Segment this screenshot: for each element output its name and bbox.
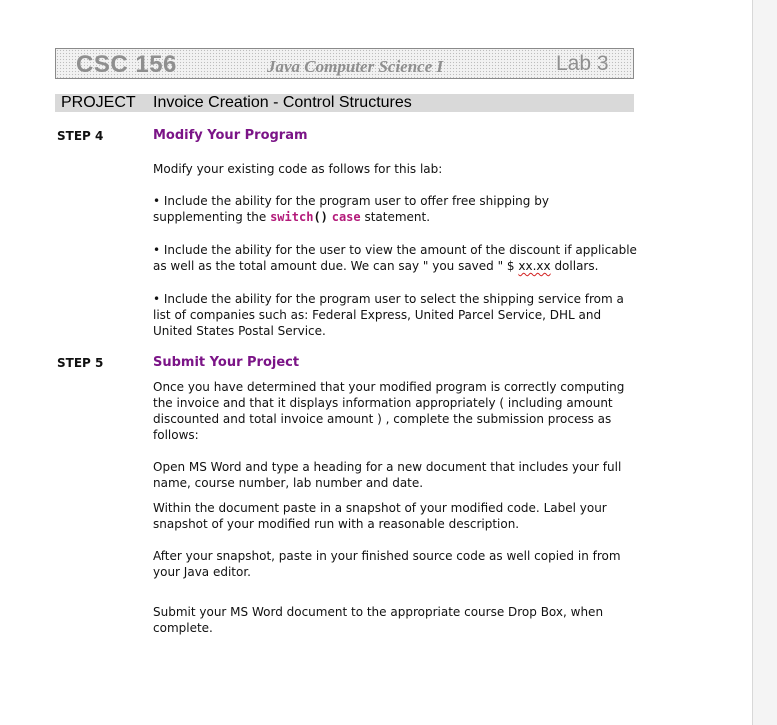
bullet-2-text-b: dollars. [550,259,599,273]
step-4-bullet-1 [153,193,638,225]
step-5-paragraph-4: After your snapshot, paste in your finished source code as well copied in from your Java editor. [153,549,621,579]
project-title: Invoice Creation - Control Structures [153,94,412,111]
switch-keyword: switch [270,210,314,224]
lab-number: Lab 3 [556,52,609,75]
project-label: PROJECT [61,94,136,111]
course-title: Java Computer Science I [267,57,444,76]
step-5-heading: Submit Your Project [153,355,300,370]
step-5-label: STEP 5 [57,356,104,370]
case-keyword: case [331,210,361,224]
parentheses-code: () [313,210,328,224]
course-code: CSC 156 [76,51,177,78]
step-4-label: STEP 4 [57,129,104,143]
step-5-paragraph-5: Submit your MS Word document to the appropriate course Drop Box, when complete. [153,605,604,635]
step-5-paragraph-2: Open MS Word and type a heading for a new document that includes your full name, course number, lab number and date. [153,460,622,490]
step-4-bullet-2 [153,242,638,274]
step-4-bullet-3: • Include the ability for the program user to select the shipping service from a list of companies such as: Federal Express, United Parcel Service, DHL and United States Postal Service. [153,292,624,338]
spellcheck-flagged-amount: xx.xx [518,259,551,273]
step-4-intro: Modify your existing code as follows for this lab: [153,162,443,176]
step-5-paragraph-3: Within the document paste in a snapshot of your modified code. Label your snapshot of your modified run with a reasonable description. [153,501,607,531]
step-4-heading: Modify Your Program [153,128,308,143]
step-5-paragraph-1: Once you have determined that your modified program is correctly computing the invoice and that it displays information appropriately ( including amount discounted and total invoice amount ) , complete the submission process as follows: [153,380,625,442]
bullet-2-text-a: • Include the ability for the user to view the amount of the discount if applicable as well as the total amount due. We can say " you saved " $ [153,243,637,273]
window-right-gutter [752,0,777,725]
bullet-1-text-a: • Include the ability for the program user to offer free shipping by supplementing the [153,194,549,224]
project-bar [55,94,634,112]
course-header-banner [55,48,634,79]
bullet-1-text-b: statement. [360,210,431,224]
